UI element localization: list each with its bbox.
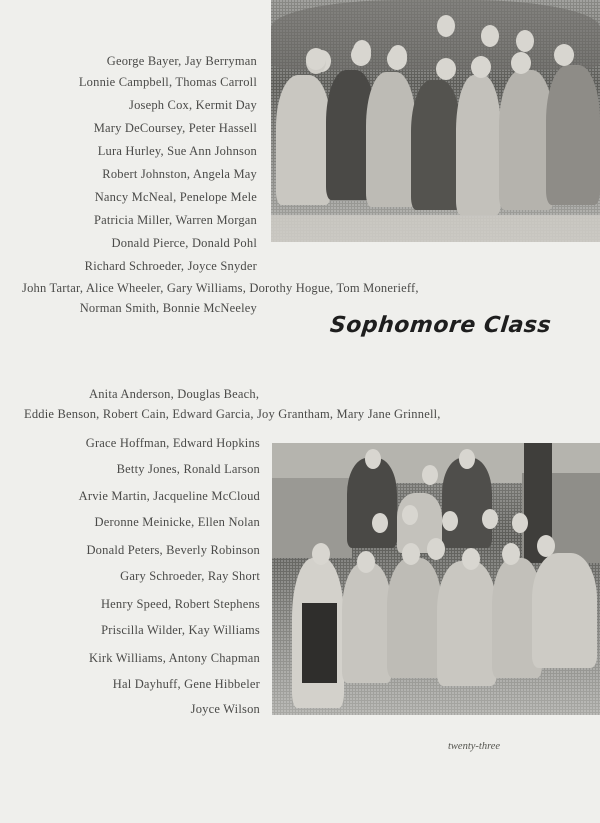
name-line: George Bayer, Jay Berryman [106, 54, 257, 68]
name-line: Deronne Meinicke, Ellen Nolan [94, 515, 260, 529]
group-photo-bottom [272, 443, 600, 715]
name-line: Richard Schroeder, Joyce Snyder [84, 259, 257, 273]
name-line: Donald Peters, Beverly Robinson [86, 543, 260, 557]
section-title: Sophomore Class [328, 313, 553, 338]
name-line: Norman Smith, Bonnie McNeeley [79, 301, 257, 315]
name-line: Anita Anderson, Douglas Beach, [89, 387, 260, 401]
name-line: Joseph Cox, Kermit Day [129, 98, 257, 112]
name-line: Henry Speed, Robert Stephens [100, 597, 260, 611]
name-line: John Tartar, Alice Wheeler, Gary Williams, Dorothy Hogue, Tom Monerieff, [22, 281, 419, 295]
name-line: Betty Jones, Ronald Larson [116, 462, 260, 476]
name-line: Robert Johnston, Angela May [102, 167, 257, 181]
group-photo-top [271, 0, 600, 242]
name-line: Joyce Wilson [190, 702, 260, 716]
name-line: Nancy McNeal, Penelope Mele [94, 190, 257, 204]
name-line: Mary DeCoursey, Peter Hassell [93, 121, 257, 135]
name-line: Lonnie Campbell, Thomas Carroll [78, 75, 257, 89]
name-line: Lura Hurley, Sue Ann Johnson [97, 144, 257, 158]
name-line: Eddie Benson, Robert Cain, Edward Garcia, Joy Grantham, Mary Jane Grinnell, [24, 407, 441, 421]
name-line: Donald Pierce, Donald Pohl [111, 236, 257, 250]
name-line: Kirk Williams, Antony Chapman [88, 651, 260, 665]
page-number: twenty-three [448, 741, 501, 752]
name-line: Priscilla Wilder, Kay Williams [101, 623, 260, 637]
name-line: Hal Dayhuff, Gene Hibbeler [112, 677, 260, 691]
name-line: Patricia Miller, Warren Morgan [93, 213, 257, 227]
name-line: Gary Schroeder, Ray Short [120, 569, 260, 583]
name-line: Arvie Martin, Jacqueline McCloud [78, 489, 260, 503]
name-line: Grace Hoffman, Edward Hopkins [85, 436, 260, 450]
